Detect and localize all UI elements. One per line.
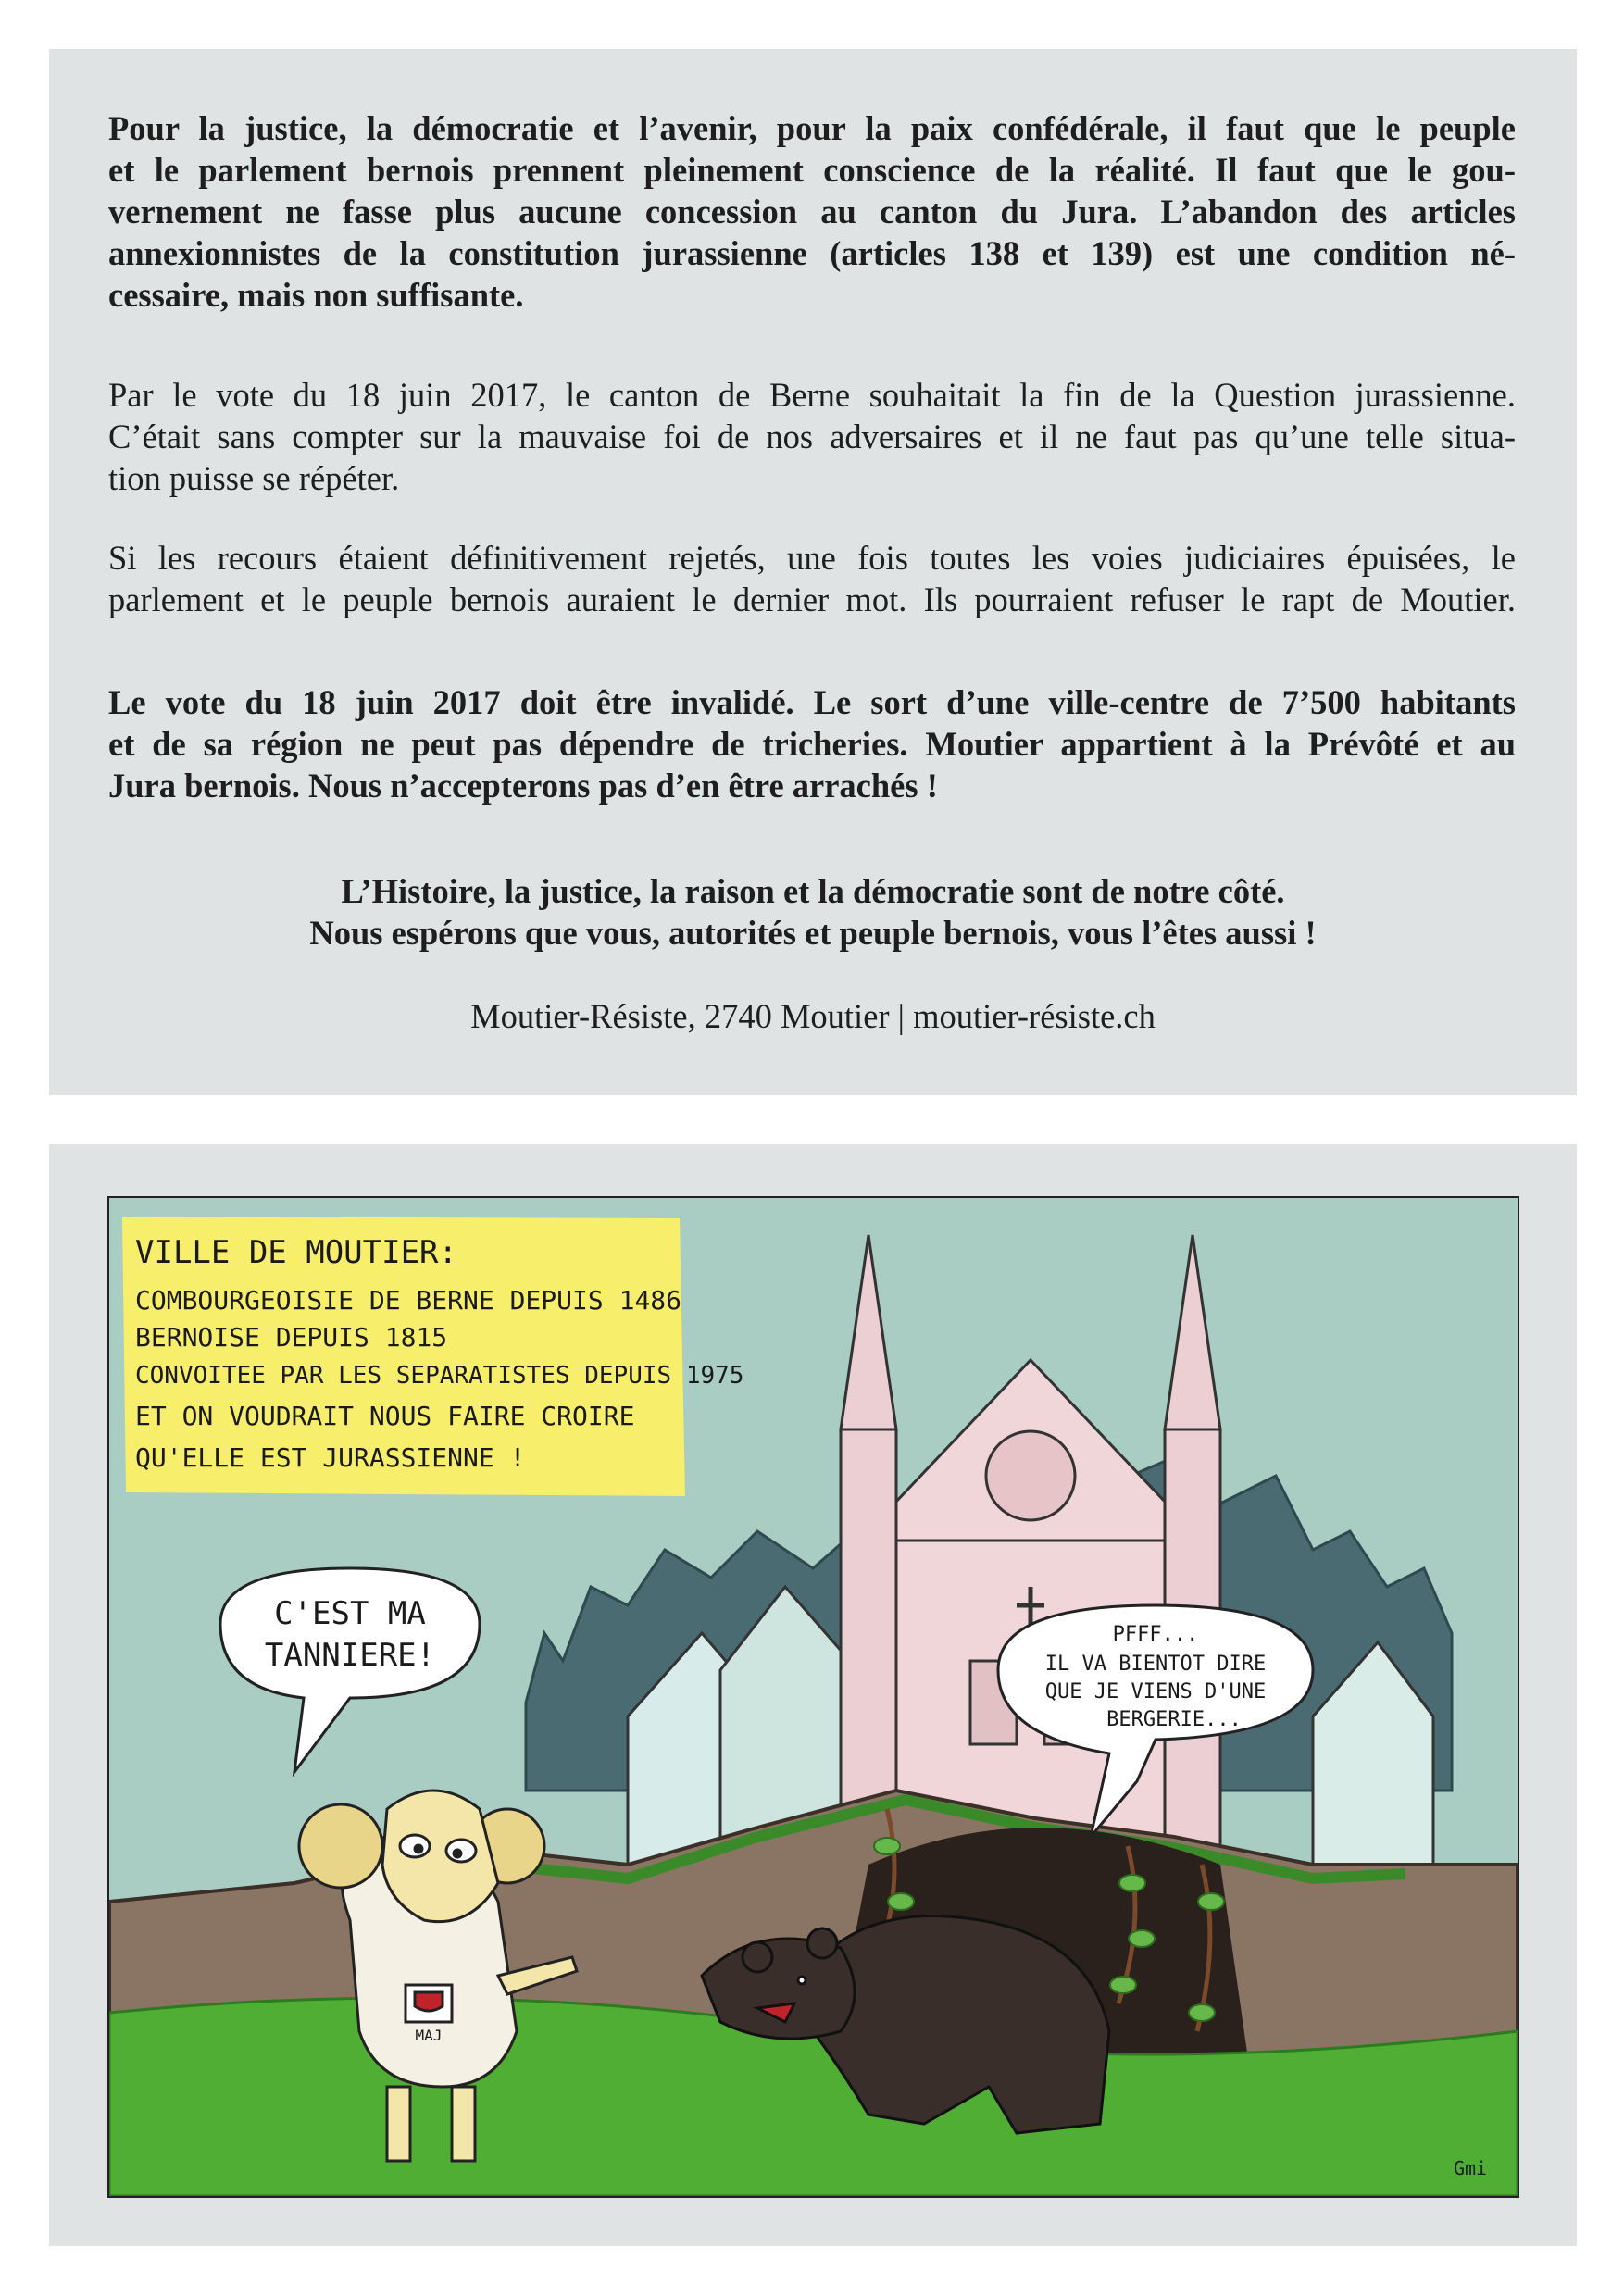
text-line: C’était sans compter sur la mauvaise foi de nos adversaires et il ne faut pas qu’une telle situa- xyxy=(108,418,1516,455)
letter-panel xyxy=(49,49,1577,1095)
sheep-bubble-line: C'EST MA xyxy=(274,1595,426,1632)
text-line: et le parlement bernois prennent pleinement conscience de la réalité. Il faut que le gou- xyxy=(108,151,1516,189)
text-line: vernement ne fasse plus aucune concession au canton du Jura. L’abandon des articles xyxy=(108,193,1516,231)
caption-line: BERNOISE DEPUIS 1815 xyxy=(135,1322,448,1353)
artist-signature: Gmi xyxy=(1453,2157,1488,2179)
church xyxy=(841,1235,1220,1846)
sheep-bubble-line: TANNIERE! xyxy=(264,1637,436,1674)
closing-statement xyxy=(49,870,1577,954)
sheep-badge-text: MAJ xyxy=(415,2027,443,2044)
caption-line: CONVOITEE PAR LES SEPARATISTES DEPUIS 1975 xyxy=(135,1362,744,1390)
text-line: Si les recours étaient définitivement rejetés, une fois toutes les voies judiciaires épuisées, le xyxy=(108,539,1516,577)
caption-line: ET ON VOUDRAIT NOUS FAIRE CROIRE xyxy=(135,1401,635,1431)
caption-line: COMBOURGEOISIE DE BERNE DEPUIS 1486 xyxy=(135,1285,682,1316)
bear-bubble-line: BERGERIE... xyxy=(1106,1708,1242,1731)
bear-bubble-line: QUE JE VIENS D'UNE xyxy=(1044,1680,1267,1703)
signature-line: Moutier-Résiste, 2740 Moutier | moutier-résiste.ch xyxy=(470,997,1156,1035)
bear-bubble-line: IL VA BIENTOT DIRE xyxy=(1044,1653,1267,1676)
text-line: Par le vote du 18 juin 2017, le canton de Berne souhaitait la fin de la Question jurassienne. xyxy=(108,376,1516,414)
text-line: parlement et le peuple bernois auraient le dernier mot. Ils pourraient refuser le rapt de Moutier. xyxy=(108,580,1516,618)
text-line: L’Histoire, la justice, la raison et la démocratie sont de notre côté. xyxy=(341,872,1285,910)
text-line: annexionnistes de la constitution jurassienne (articles 138 et 139) est une condition né- xyxy=(108,234,1516,272)
paragraph-2 xyxy=(108,374,1516,499)
text-line: Nous espérons que vous, autorités et peuple bernois, vous l’êtes aussi ! xyxy=(309,914,1317,952)
text-line: cessaire, mais non suffisante. xyxy=(108,276,524,314)
paragraph-1 xyxy=(108,107,1516,316)
paragraph-3 xyxy=(108,537,1516,620)
text-line: Pour la justice, la démocratie et l’avenir, pour la paix confédérale, il faut que le peuple xyxy=(108,109,1516,147)
bear-bubble-line: PFFF... xyxy=(1112,1623,1199,1646)
paragraph-4 xyxy=(108,681,1516,806)
cartoon-illustration xyxy=(107,1196,1519,2198)
caption-line: QU'ELLE EST JURASSIENNE ! xyxy=(135,1442,526,1473)
caption-line: VILLE DE MOUTIER: xyxy=(135,1234,457,1271)
text-line: et de sa région ne peut pas dépendre de tricheries. Moutier appartient à la Prévôté et au xyxy=(108,725,1516,763)
text-line: Le vote du 18 juin 2017 doit être invalidé. Le sort d’une ville-centre de 7’500 habitants xyxy=(108,683,1516,721)
text-line: tion puisse se répéter. xyxy=(108,459,400,497)
text-line: Jura bernois. Nous n’accepterons pas d’en être arrachés ! xyxy=(108,767,938,805)
